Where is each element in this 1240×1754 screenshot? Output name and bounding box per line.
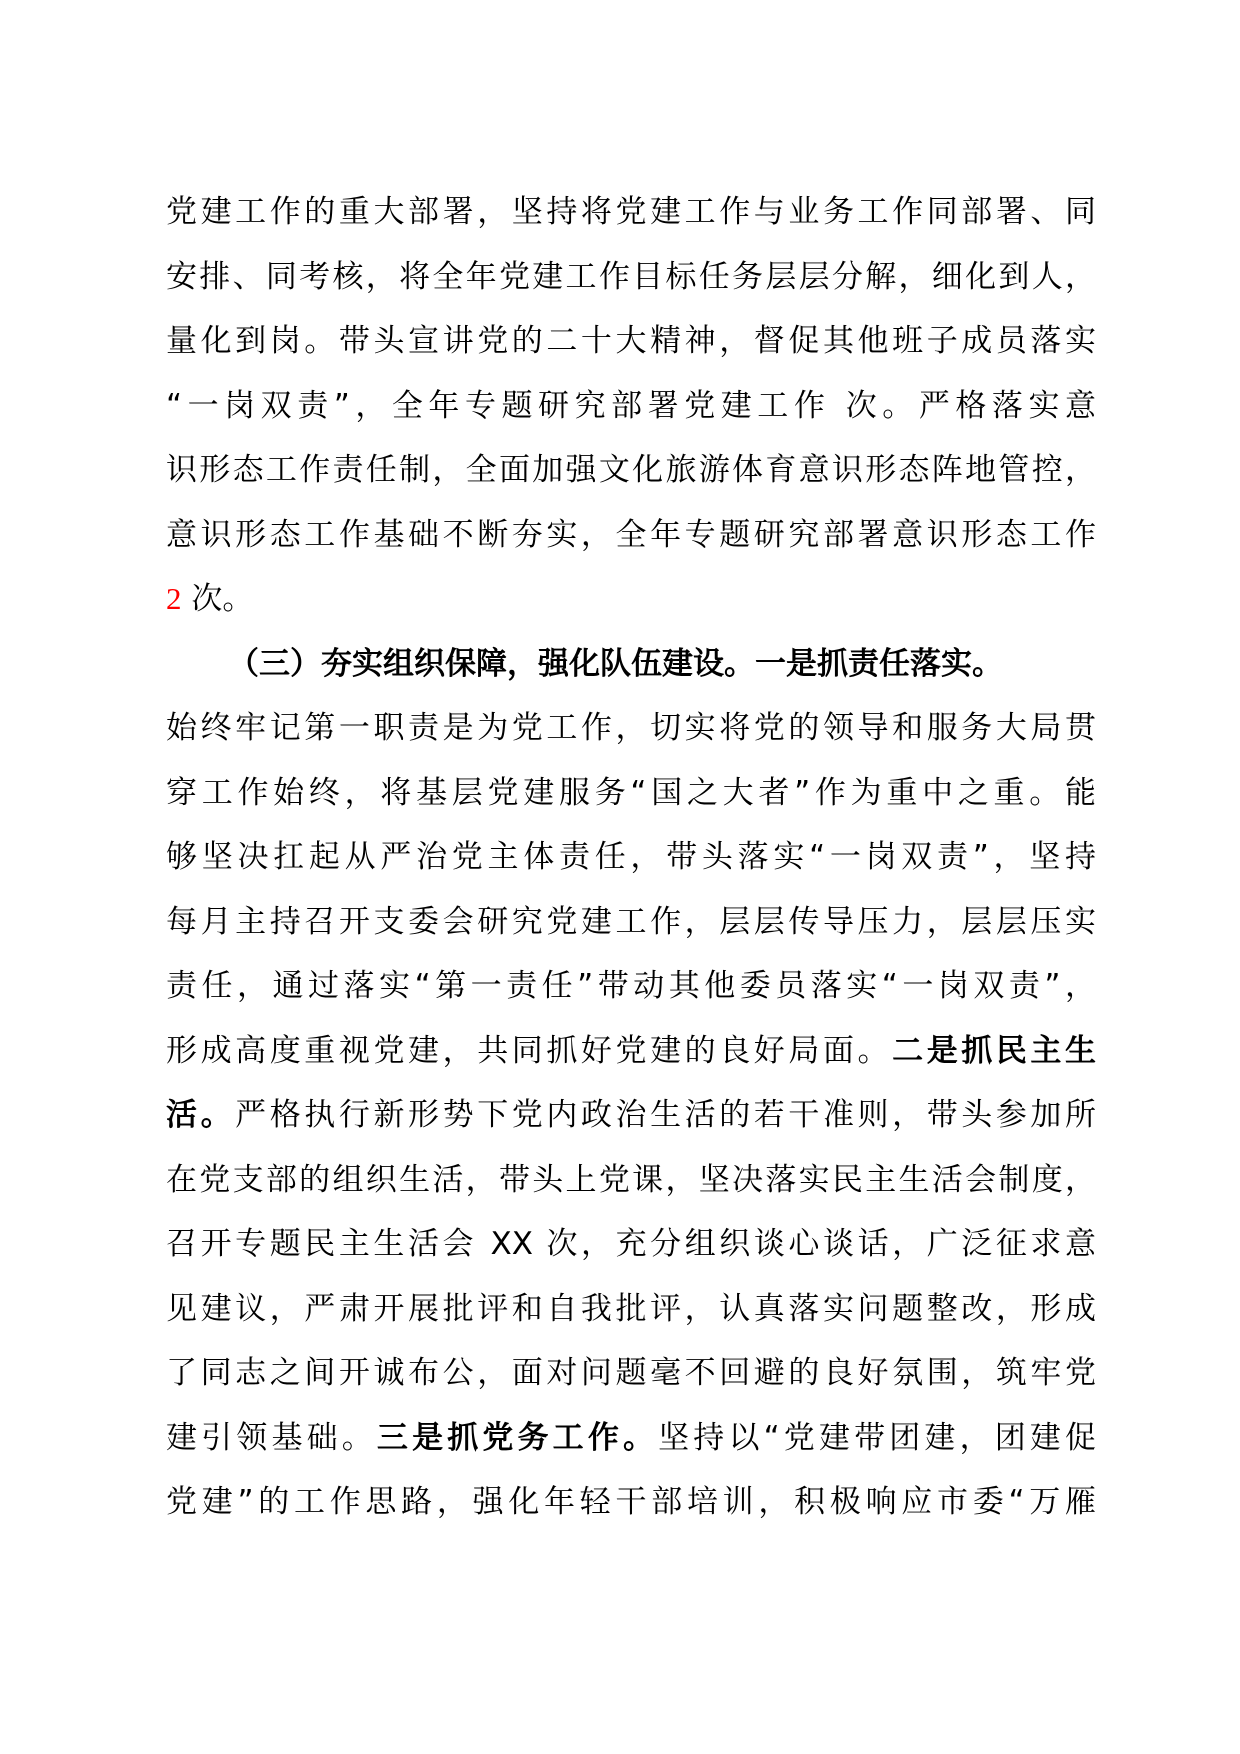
text-segment: 始终牢记第一职责是为党工作，切实将党的领导和服务大局贯: [166, 710, 1096, 746]
text-line: [166, 696, 1096, 761]
text-segment: 量化到岗。带头宣讲党的二十大精神，督促其他班子成员落实: [166, 323, 1096, 359]
text-line: [166, 438, 1096, 503]
text-line: [166, 1277, 1096, 1342]
bold-text: 活。: [166, 1097, 236, 1133]
text-segment: 党建工作的重大部署，坚持将党建工作与业务工作同部署、同: [166, 194, 1096, 230]
text-line: [166, 245, 1096, 310]
text-segment: 建引领基础。: [166, 1419, 377, 1456]
text-segment: 了同志之间开诚布公，面对问题毫不回避的良好氛围，筑牢党: [166, 1355, 1096, 1391]
text-segment: 党建”的工作思路，强化年轻干部培训，积极响应市委“万雁: [166, 1484, 1096, 1520]
highlight-number: 2: [166, 581, 182, 616]
text-segment: 形成高度重视党建，共同抓好党建的良好局面。: [166, 1032, 893, 1069]
bold-text: 三是抓党务工作。: [376, 1419, 659, 1456]
text-line: [166, 374, 1096, 439]
text-line: [166, 1148, 1096, 1213]
bold-text: （三）夯实组织保障，强化队伍建设。一是抓责任落实。: [228, 645, 1003, 682]
text-segment: “一岗双责”，全年专题研究部署党建工作 次。严格落实意: [166, 387, 1096, 424]
text-line: [166, 1212, 1096, 1277]
text-line: [166, 954, 1096, 1019]
text-segment: 够坚决扛起从严治党主体责任，带头落实“一岗双责”，坚持: [166, 839, 1096, 875]
text-line: [166, 1470, 1096, 1535]
text-segment: 召开专题民主生活会 XX 次，充分组织谈心谈话，广泛征求意: [166, 1226, 1096, 1262]
text-line: [166, 1406, 1096, 1471]
text-line: [166, 503, 1096, 568]
body-text: [166, 180, 1096, 1535]
text-line: [166, 1083, 1096, 1148]
text-line: [166, 1341, 1096, 1406]
text-segment: 坚持以“党建带团建，团建促: [658, 1419, 1097, 1456]
text-segment: 每月主持召开支委会研究党建工作，层层传导压力，层层压实: [166, 903, 1096, 940]
text-line: [166, 180, 1096, 245]
text-segment: 在党支部的组织生活，带头上党课，坚决落实民主生活会制度，: [166, 1161, 1096, 1198]
bold-text: 二是抓民主生: [892, 1032, 1097, 1069]
text-line: [166, 567, 1096, 632]
text-line: [166, 1019, 1096, 1084]
text-segment: 见建议，严肃开展批评和自我批评，认真落实问题整改，形成: [166, 1290, 1096, 1327]
text-line: [166, 761, 1096, 826]
text-line: [166, 632, 1096, 697]
text-line: [166, 890, 1096, 955]
text-segment: 意识形态工作基础不断夯实，全年专题研究部署意识形态工作: [166, 516, 1096, 553]
text-line: [166, 825, 1096, 890]
text-segment: 严格执行新形势下党内政治生活的若干准则，带头参加所: [235, 1097, 1096, 1133]
text-segment: 识形态工作责任制，全面加强文化旅游体育意识形态阵地管控，: [166, 452, 1096, 488]
text-segment: 穿工作始终，将基层党建服务“国之大者”作为重中之重。能: [166, 774, 1096, 811]
text-segment: 安排、同考核，将全年党建工作目标任务层层分解，细化到人，: [166, 258, 1096, 295]
document-page: [166, 180, 1096, 1535]
text-segment: 责任，通过落实“第一责任”带动其他委员落实“一岗双责”，: [166, 968, 1096, 1004]
text-line: [166, 309, 1096, 374]
text-segment: 次。: [181, 581, 254, 617]
